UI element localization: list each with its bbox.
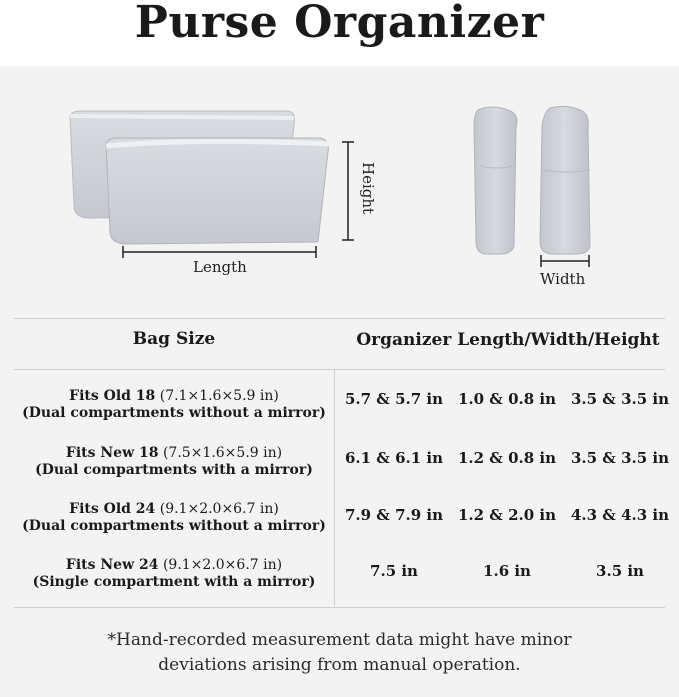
footnote-line: deviations arising from manual operation.: [158, 655, 521, 675]
header-divider: [14, 369, 665, 370]
width-arrow: [541, 255, 589, 267]
bag-size-header: Bag Size: [132, 329, 216, 349]
bag-desc: (Dual compartments without a mirror): [22, 518, 326, 534]
width-cell: 1.6 in: [483, 562, 531, 580]
bag-dims: (7.5×1.6×5.9 in): [162, 445, 283, 461]
column-divider: [334, 370, 335, 606]
bag-name: Fits New 18: [65, 445, 159, 461]
table-top-divider: [14, 318, 665, 319]
bag-desc: (Dual compartments with a mirror): [35, 462, 313, 478]
table-row-bag: [14, 445, 334, 479]
organizer-front-shape: [106, 138, 330, 244]
bag-dims: (7.1×1.6×5.9 in): [159, 388, 279, 404]
length-cell: 7.5 in: [370, 562, 418, 580]
footnote-line: *Hand-recorded measurement data might have minor: [107, 630, 572, 650]
height-arrow: [342, 142, 354, 240]
organizer-side-right-shape: [540, 106, 590, 254]
length-arrow: [123, 246, 316, 258]
height-cell: 4.3 & 4.3 in: [570, 506, 669, 524]
length-cell: 5.7 & 5.7 in: [344, 390, 443, 408]
table-row-bag: [14, 388, 334, 422]
title-header: [0, 0, 679, 66]
length-cell: 6.1 & 6.1 in: [344, 449, 443, 467]
bag-name: Fits Old 18: [69, 388, 156, 404]
bag-desc: (Dual compartments without a mirror): [22, 405, 326, 421]
width-cell: 1.2 & 2.0 in: [457, 506, 556, 524]
length-cell: 7.9 & 7.9 in: [344, 506, 443, 524]
height-cell: 3.5 in: [596, 562, 644, 580]
table-bottom-divider: [14, 607, 665, 608]
width-label: Width: [540, 270, 586, 288]
height-cell: 3.5 & 3.5 in: [570, 390, 669, 408]
length-label: Length: [193, 258, 247, 276]
width-cell: 1.2 & 0.8 in: [457, 449, 556, 467]
bag-name: Fits New 24: [65, 557, 159, 573]
width-cell: 1.0 & 0.8 in: [457, 390, 556, 408]
bag-dims: (9.1×2.0×6.7 in): [162, 557, 283, 573]
bag-dims: (9.1×2.0×6.7 in): [159, 501, 279, 517]
height-cell: 3.5 & 3.5 in: [570, 449, 669, 467]
bag-desc: (Single compartment with a mirror): [32, 574, 316, 590]
height-label: Height: [359, 162, 377, 215]
organizer-dims-header: Organizer Length/Width/Height: [356, 330, 660, 350]
bag-name: Fits Old 24: [69, 501, 156, 517]
table-row-bag: [14, 557, 334, 591]
page-title: Purse Organizer: [134, 0, 545, 48]
organizer-side-left-shape: [474, 107, 517, 254]
footnote: [0, 628, 679, 678]
table-row-bag: [14, 501, 334, 535]
